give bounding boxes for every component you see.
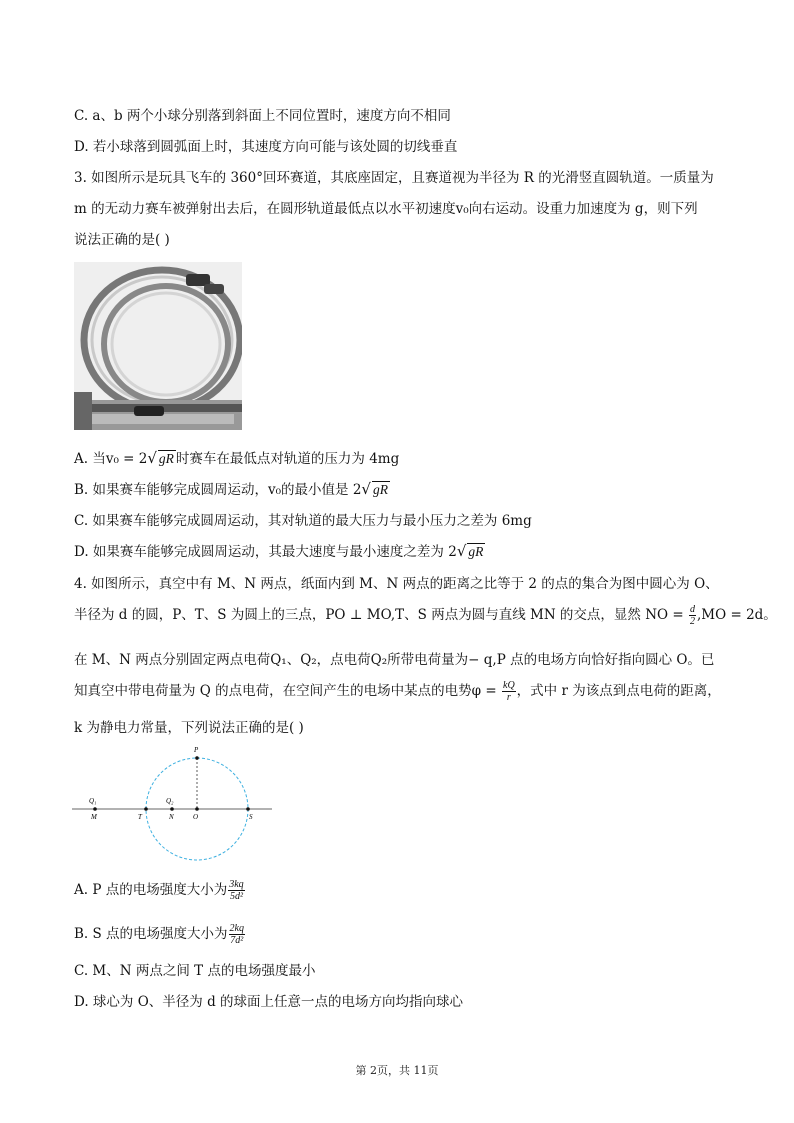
- label-p: P: [194, 746, 199, 754]
- circle-charge-diagram: [72, 740, 272, 870]
- q2-option-c: C. a、b 两个小球分别落到斜面上不同位置时，速度方向不相同: [74, 108, 451, 124]
- fraction-2kq-over-7d2: [229, 923, 245, 946]
- page-footer: 第 2页，共 11页: [355, 1064, 439, 1077]
- sqrt-symbol: √: [147, 449, 157, 467]
- q4-stem-line1: 4. 如图所示，真空中有 M、N 两点，纸面内到 M、N 两点的距离之比等于 2 的点的集合为图中圆心为 O、: [74, 576, 719, 592]
- fraction-denominator: 5d²: [229, 891, 243, 902]
- q4-stem-line2: [74, 603, 777, 627]
- q3-stem-line2: m 的无动力赛车被弹射出去后，在圆形轨道最低点以水平初速度v₀向右运动。设重力加速度为 g，则下列: [74, 201, 698, 217]
- fraction-denominator: 7d²: [230, 935, 244, 946]
- fraction-numerator: 2kq: [229, 923, 244, 934]
- q4-stem-line3: 在 M、N 两点分别固定两点电荷Q₁、Q₂，点电荷Q₂所带电荷量为− q,P 点的电场方向恰好指向圆心 O。已: [74, 652, 715, 668]
- q4-option-d: D. 球心为 O、半径为 d 的球面上任意一点的电场方向均指向球心: [74, 994, 464, 1010]
- fraction-numerator: 3kq: [229, 879, 244, 890]
- q3-option-d: [74, 540, 744, 560]
- point-t: [144, 807, 148, 811]
- q3-option-c: C. 如果赛车能够完成圆周运动，其对轨道的最大压力与最小压力之差为 6mg: [74, 513, 532, 529]
- q3-option-a-radical: gR: [158, 451, 174, 466]
- q3-option-b-prefix: B. 如果赛车能够完成圆周运动，v₀的最小值是 2: [74, 482, 362, 498]
- label-s: S: [249, 813, 253, 821]
- q4-option-c: C. M、N 两点之间 T 点的电场强度最小: [74, 963, 316, 979]
- q4-option-a: [74, 878, 744, 902]
- q4-stem-line2-suffix: ,MO = 2d。: [697, 607, 777, 623]
- q4-option-b: [74, 922, 744, 946]
- q4-stem-line5: k 为静电力常量，下列说法正确的是( ): [74, 720, 304, 736]
- point-n: [170, 807, 174, 811]
- q4-option-a-prefix: A. P 点的电场强度大小为: [74, 882, 228, 898]
- fraction-3kq-over-5d2: [228, 879, 244, 902]
- fraction-denominator: r: [506, 692, 511, 703]
- q3-stem-line1: 3. 如图所示是玩具飞车的 360°回环赛道，其底座固定，且赛道视为半径为 R 的光滑竖直圆轨道。一质量为: [74, 170, 714, 186]
- q3-stem-line3: 说法正确的是( ): [74, 232, 170, 248]
- q3-option-b: [74, 478, 744, 498]
- q3-option-d-radical: gR: [468, 544, 484, 559]
- fraction-d-over-2: [689, 604, 696, 627]
- point-m: [93, 807, 97, 811]
- label-o: O: [193, 813, 199, 821]
- fraction-numerator: d: [690, 604, 695, 615]
- sqrt-symbol: √: [456, 542, 467, 560]
- q3-option-d-prefix: D. 如果赛车能够完成圆周运动，其最大速度与最小速度之差为 2: [74, 544, 457, 560]
- fraction-numerator: kQ: [503, 680, 515, 691]
- loop-track-photo: [74, 262, 242, 430]
- q3-option-b-radical: gR: [372, 482, 388, 497]
- q4-option-b-prefix: B. S 点的电场强度大小为: [74, 926, 228, 942]
- label-q2: Q₂: [166, 797, 174, 805]
- label-n: N: [169, 813, 174, 821]
- q3-option-a-suffix: 时赛车在最低点对轨道的压力为 4mg: [175, 451, 400, 467]
- q4-stem-line2-prefix: 半径为 d 的圆，P、T、S 为圆上的三点，PO ⊥ MO,T、S 两点为圆与直线 MN 的交点，显然 NO =: [74, 607, 688, 623]
- q4-stem-line4-suffix: ，式中 r 为该点到点电荷的距离，: [516, 683, 721, 699]
- sqrt-symbol: √: [361, 480, 371, 498]
- q3-option-a-prefix: A. 当v₀ = 2: [74, 451, 148, 467]
- label-t: T: [138, 813, 142, 821]
- q4-stem-line4-prefix: 知真空中带电荷量为 Q 的点电荷，在空间产生的电场中某点的电势φ =: [74, 683, 501, 699]
- label-m: M: [91, 813, 97, 821]
- label-q1: Q₁: [89, 797, 97, 805]
- q3-option-a: [74, 447, 744, 467]
- point-p: [195, 756, 199, 760]
- point-s: [246, 807, 250, 811]
- q4-stem-line4: [74, 679, 744, 703]
- q2-option-d: D. 若小球落到圆弧面上时，其速度方向可能与该处圆的切线垂直: [74, 139, 458, 155]
- point-o: [195, 807, 199, 811]
- fraction-kq-over-r: [502, 680, 516, 703]
- fraction-denominator: 2: [690, 616, 695, 627]
